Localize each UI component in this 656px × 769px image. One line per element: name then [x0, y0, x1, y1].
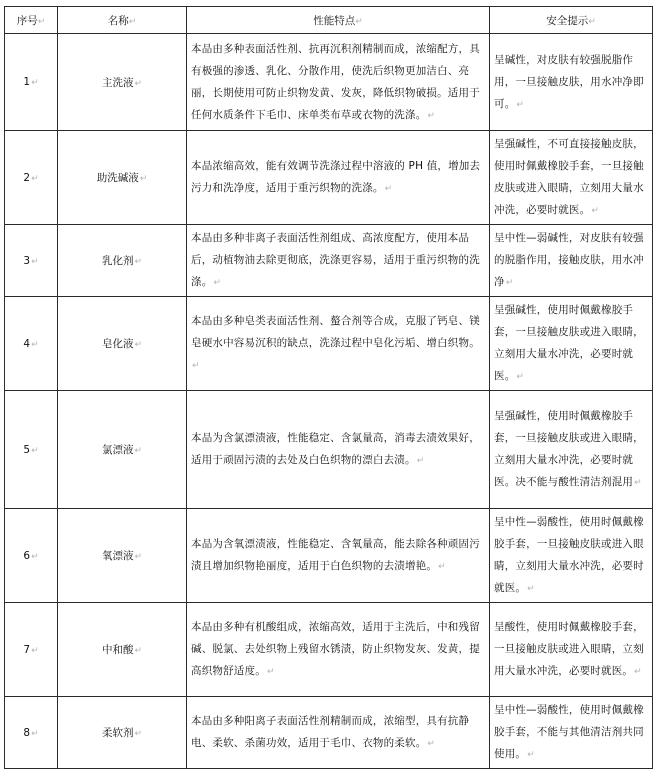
- safety-tip: 呈强碱性，使用时佩戴橡胶手套，一旦接触皮肤或进入眼睛，立刻用大量水冲洗，必要时就医。决不能与酸性清洁剂混用↵: [490, 391, 653, 509]
- safety-tip: 呈碱性，对皮肤有较强脱脂作用，一旦接触皮肤，用水冲净即可。↵: [490, 34, 653, 131]
- row-number: 5↵: [5, 391, 58, 509]
- header-features: 性能特点↵: [187, 7, 490, 34]
- row-number: 8↵: [5, 697, 58, 769]
- product-name: 氯漂液↵: [58, 391, 187, 509]
- product-name: 氧漂液↵: [58, 509, 187, 603]
- safety-tip: 呈中性—弱酸性，使用时佩戴橡胶手套，一旦接触皮肤或进入眼睛，立刻用大量水冲洗，必要时就医。↵: [490, 509, 653, 603]
- product-features: 本品由多种有机酸组成，浓缩高效，适用于主洗后，中和残留碱、脱氯、去处织物上残留水锈渍，防止织物发灰、发黄，提高织物舒适度。↵: [187, 603, 490, 697]
- row-number: 3↵: [5, 225, 58, 297]
- row-number: 1↵: [5, 34, 58, 131]
- safety-tip: 呈中性—弱酸性，使用时佩戴橡胶手套，不能与其他清洁剂共同使用。↵: [490, 697, 653, 769]
- header-safety: 安全提示↵: [490, 7, 653, 34]
- table-row: [5, 225, 653, 297]
- table-row: [5, 391, 653, 509]
- product-features: 本品由多种表面活性剂、抗再沉积剂精制而成，浓缩配方，具有极强的渗透、乳化、分散作用，使洗后织物更加洁白、亮丽，长期使用可防止织物发黄、发灰，降低织物破损。适用于任何水质条件下毛巾、床单类布草或衣物的洗涤。↵: [187, 34, 490, 131]
- table-row: [5, 509, 653, 603]
- product-name: 乳化剂↵: [58, 225, 187, 297]
- table-row: [5, 603, 653, 697]
- row-number: 2↵: [5, 131, 58, 225]
- product-features: 本品浓缩高效，能有效调节洗涤过程中溶液的 PH 值，增加去污力和洗净度，适用于重污织物的洗涤。↵: [187, 131, 490, 225]
- product-name: 皂化液↵: [58, 297, 187, 391]
- product-name: 助洗碱液↵: [58, 131, 187, 225]
- table-row: [5, 131, 653, 225]
- table-header-row: [5, 7, 653, 34]
- table-row: [5, 34, 653, 131]
- product-features: 本品由多种阳离子表面活性剂精制而成，浓缩型，具有抗静电、柔软、杀菌功效，适用于毛巾、衣物的柔软。↵: [187, 697, 490, 769]
- product-features: 本品为含氧漂渍液，性能稳定、含氧量高，能去除各种顽固污渍且增加织物艳丽度，适用于白色织物的去渍增艳。↵: [187, 509, 490, 603]
- row-number: 7↵: [5, 603, 58, 697]
- product-features: 本品由多种皂类表面活性剂、螯合剂等合成，克服了钙皂、镁皂硬水中容易沉积的缺点，洗涤过程中皂化污垢、增白织物。↵: [187, 297, 490, 391]
- safety-tip: 呈强碱性，不可直接接触皮肤，使用时佩戴橡胶手套，一旦接触皮肤或进入眼睛，立刻用大量水冲洗，必要时就医。↵: [490, 131, 653, 225]
- header-name: 名称↵: [58, 7, 187, 34]
- header-num: 序号↵: [5, 7, 58, 34]
- product-features: 本品为含氯漂渍液，性能稳定、含氯量高，消毒去渍效果好，适用于顽固污渍的去处及白色织物的漂白去渍。↵: [187, 391, 490, 509]
- product-name: 中和酸↵: [58, 603, 187, 697]
- product-name: 柔软剂↵: [58, 697, 187, 769]
- safety-tip: 呈中性—弱碱性，对皮肤有较强的脱脂作用，接触皮肤，用水冲净↵: [490, 225, 653, 297]
- row-number: 6↵: [5, 509, 58, 603]
- row-number: 4↵: [5, 297, 58, 391]
- safety-tip: 呈酸性，使用时佩戴橡胶手套，一旦接触皮肤或进入眼睛，立刻用大量水冲洗，必要时就医。↵: [490, 603, 653, 697]
- product-features: 本品由多种非离子表面活性剂组成、高浓度配方，使用本品后，动植物油去除更彻底，洗涤更容易，适用于重污织物的洗涤。↵: [187, 225, 490, 297]
- product-table: [4, 6, 653, 769]
- table-row: [5, 697, 653, 769]
- table-row: [5, 297, 653, 391]
- safety-tip: 呈强碱性，使用时佩戴橡胶手套，一旦接触皮肤或进入眼睛，立刻用大量水冲洗，必要时就医。↵: [490, 297, 653, 391]
- product-name: 主洗液↵: [58, 34, 187, 131]
